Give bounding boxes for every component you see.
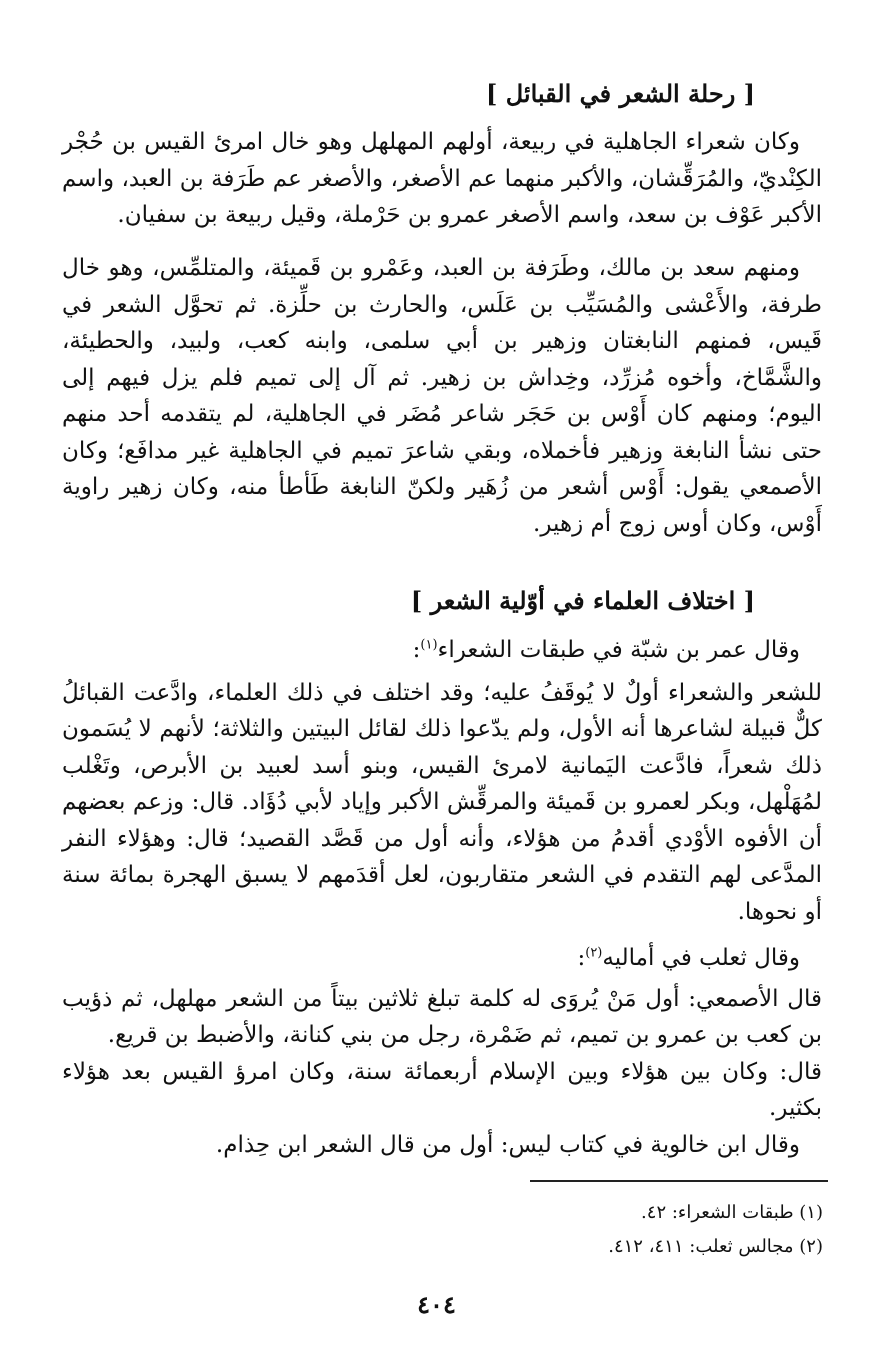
footnote-1: (١) طبقات الشعراء: ٤٢. (641, 1202, 823, 1223)
intro-thalab-text: وقال ثعلب في أماليه (602, 945, 800, 971)
paragraph-first-poets: للشعر والشعراء أولٌ لا يُوقَفُ عليه؛ وقد اختلف في ذلك العلماء، وادَّعت القبائلُ كلٌّ قبيلة لشاعرها أنه الأول، ولم يدّعوا ذلك لقائل البيتين والثلاثة؛ لأنهم لا يُسَمون ذلك شعراً، فادَّعت اليَمانية لامرئ القيس، وبنو أسد لعبيد بن الأبرص، وتَغْلب لمُهَلْهل، وبكر لعمرو بن قَميئة والمرقِّش الأكبر وإياد لأبي دُؤَاد. قال: وزعم بعضهم أن الأفوه الأوْدي أقدمُ من هؤلاء، وأنه أول من قَصَّد القصيد؛ قال: وهؤلاء النفر المدَّعى لهم التقدم في الشعر متقاربون، لعل أقدَمهم لا يسبق الهجرة بمائة سنة أو نحوها. (62, 679, 822, 925)
paragraph-asmai-quote: قال الأصمعي: أول مَنْ يُروَى له كلمة تبلغ ثلاثين بيتاً من الشعر مهلهل، ثم ذؤيب بن كعب بن عمرو بن تميم، ثم ضَمْرة، رجل من بني كنانة، والأضبط بن قريع. (62, 985, 822, 1048)
intro-umar-text: وقال عمر بن شبّة في طبقات الشعراء (437, 637, 800, 663)
section-poetry-in-tribes (62, 124, 822, 234)
footnotes (223, 1196, 823, 1264)
paragraph-intro-thalab (62, 940, 822, 977)
section-poetry-transfer (62, 250, 822, 542)
footnote-ref-1: (١) (420, 637, 438, 653)
intro-umar-colon: : (412, 637, 421, 663)
paragraph-rabia-poets: وكان شعراء الجاهلية في ربيعة، أولهم المهلهل وهو خال امرئ القيس بن حُجْر الكِنْديّ، والمُرَقِّشان، والأكبر منهما عم الأصغر، والأصغر عم طَرَفة بن العبد، واسم الأكبر عَوْف بن سعد، واسم الأصغر عمرو بن حَرْملة، وقيل ربيعة بن سفيان. (62, 129, 822, 228)
paragraph-time-before-islam: قال: وكان بين هؤلاء وبين الإسلام أربعمائة سنة، وكان امرؤ القيس بعد هؤلاء بكثير. (62, 1058, 822, 1121)
paragraph-qays-tamim-poets: ومنهم سعد بن مالك، وطَرَفة بن العبد، وعَمْرو بن قَميئة، والمتلمِّس، وهو خال طرفة، والأَعْشى والمُسَيِّب بن عَلَس، والحارث بن حلِّزة. ثم تحوَّل الشعر في قَيس، فمنهم النابغتان وزهير بن أبي سلمى، وابنه كعب، ولبيد، والحطيئة، والشَّمَّاخ، وأخوه مُزرِّد، وخِداش بن زهير. ثم آل إلى تميم فلم يزل فيهم إلى اليوم؛ ومنهم كان أَوْس بن حَجَر شاعر مُضَر في الجاهلية، لم يتقدمه أحد منهم حتى نشأ النابغة وزهير فأخملاه، وبقي شاعرَ تميم في الجاهلية غير مدافَع؛ وكان الأصمعي يقول: أَوْس أشعر من زُهَير ولكنّ النابغة طَأطأ منه، وكان زهير راوية أَوْس، وكان أوس زوج أم زهير. (62, 255, 822, 537)
page-number: ٤٠٤ (417, 1290, 456, 1319)
paragraph-ibn-khalawayh: وقال ابن خالوية في كتاب ليس: أول من قال الشعر ابن حِذام. (215, 1131, 800, 1158)
section-scholars-disagreement (62, 632, 822, 1163)
paragraph-intro-umar-ibn-shabba (62, 632, 822, 669)
section-heading-scholars-disagreement: [ اختلاف العلماء في أوّلية الشعر ] (410, 586, 755, 615)
footnote-ref-2: (٢) (585, 945, 603, 961)
footnote-2: (٢) مجالس ثعلب: ٤١١، ٤١٢. (608, 1236, 823, 1257)
footnote-separator (530, 1180, 828, 1182)
intro-thalab-colon: : (577, 945, 586, 971)
section-heading-poetry-in-tribes: [ رحلة الشعر في القبائل ] (486, 79, 755, 108)
